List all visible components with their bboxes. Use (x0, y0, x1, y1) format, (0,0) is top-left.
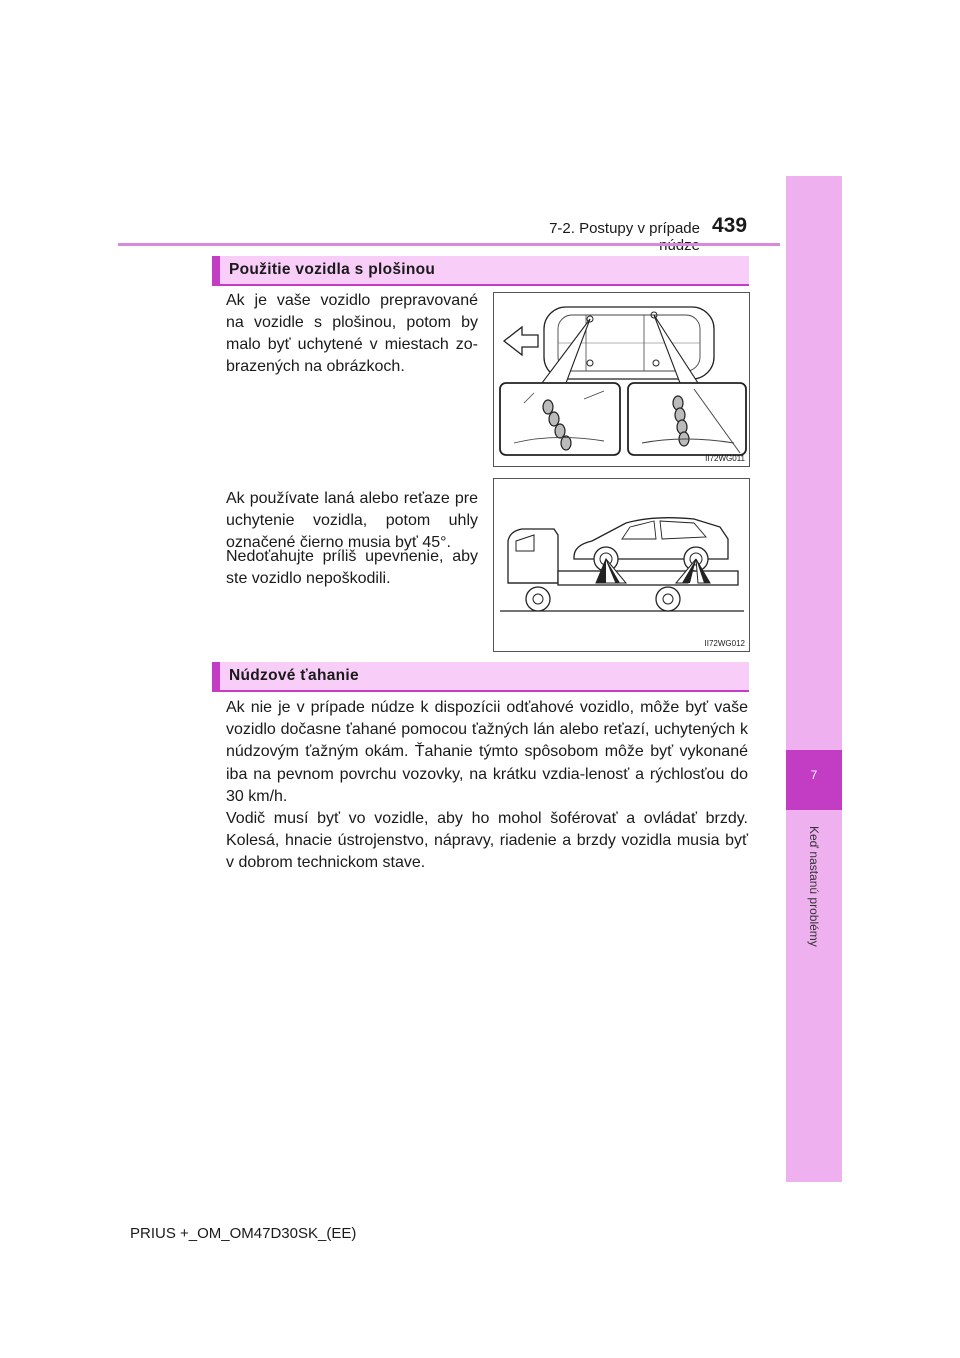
figure-code: II72WG012 (704, 639, 745, 648)
paragraph-flatbed-intro: Ak je vaše vozidlo prepravované na vozidle s plošinou, potom by malo byť uchytené v miestach zo-brazených na obrázkoch. (226, 292, 478, 375)
flatbed-illustration (494, 479, 749, 651)
chapter-label: Keď nastanú problémy (807, 826, 821, 947)
footer-document-code: PRIUS +_OM_OM47D30SK_(EE) (130, 1225, 357, 1242)
header-rule (118, 243, 780, 246)
section-heading-emergency-towing: Núdzové ťahanie (212, 662, 749, 692)
paragraph-angle-note: Ak používate laná alebo reťaze pre uchytenie vozidla, potom uhly označené čierno musia byť 45°. (226, 490, 478, 551)
tie-down-illustration (494, 293, 749, 466)
figure-tie-down-points (493, 292, 750, 467)
running-header-section: 7-2. Postupy v prípade (549, 220, 700, 237)
chapter-number: 7 (810, 768, 818, 782)
chapter-side-tab (786, 176, 842, 1182)
paragraph-driver-note: Vodič musí byť vo vozidle, aby ho mohol šoférovať a ovládať brzdy. Kolesá, hnacie ústrojenstvo, nápravy, riadenie a brzdy vozidla musia byť v dobrom technickom stave. (226, 810, 748, 872)
paragraph-tighten-note: Nedoťahujte príliš upevnenie, aby ste vozidlo nepoškodili. (226, 548, 478, 587)
page-number: 439 (712, 214, 748, 237)
figure-flatbed-truck (493, 478, 750, 652)
section-heading-flatbed: Použitie vozidla s plošinou (212, 256, 749, 286)
figure-code: II72WG011 (705, 454, 745, 463)
paragraph-towing-intro: Ak nie je v prípade núdze k dispozícii odťahové vozidlo, môže byť vaše vozidlo dočasne ťahané pomocou ťažných lán alebo reťazí, uchytených k núdzovým ťažným okám. Ťahanie týmto spôsobom môže byť vykonané iba na pevnom povrchu vozovky, na krátku vzdia-lenosť a rýchlosťou do 30 km/h. (226, 699, 748, 805)
